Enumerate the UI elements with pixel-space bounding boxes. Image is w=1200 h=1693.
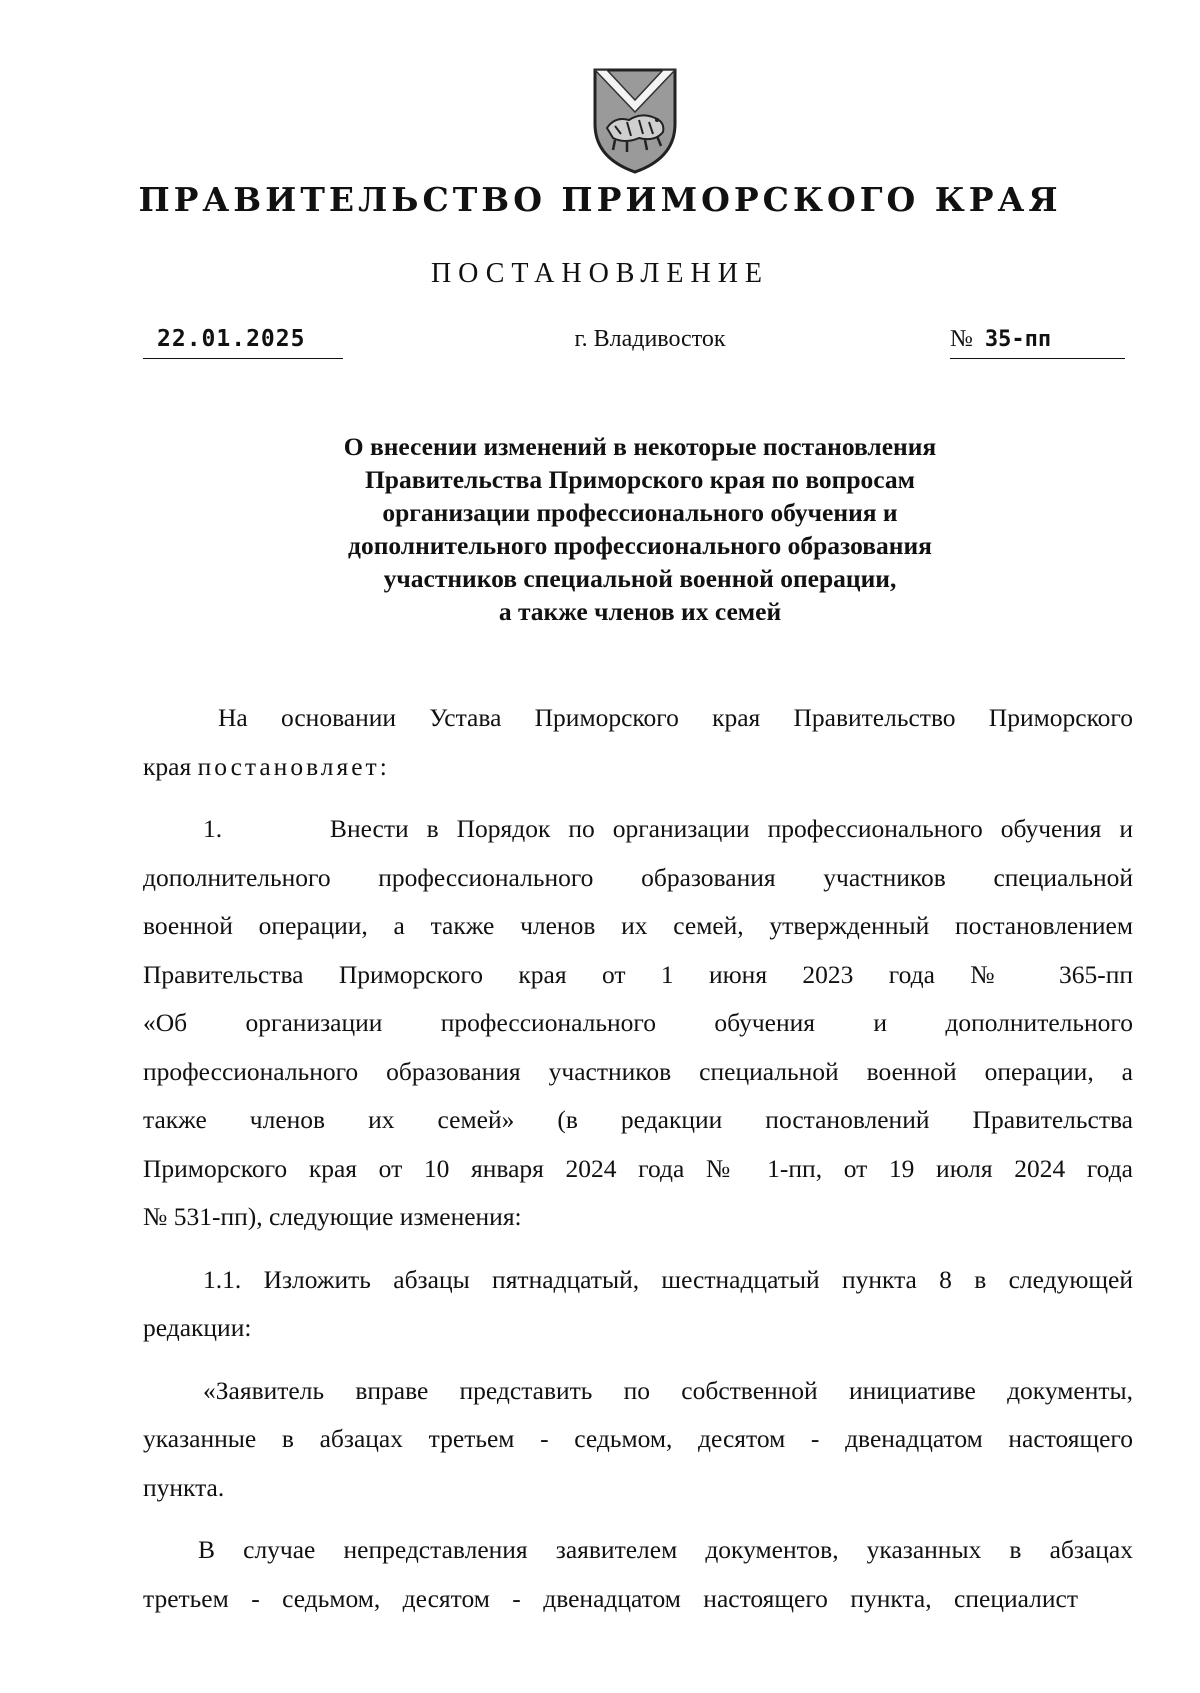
quote2-line: третьем - седьмом, десятом - двенадцатом настоящего пункта, специалист <box>143 1583 1078 1613</box>
item11-line: редакции: <box>143 1313 252 1342</box>
number-sign: № <box>950 326 973 352</box>
paragraph-gap <box>143 1512 1133 1526</box>
item1-line: № 531-пп), следующие изменения: <box>143 1202 522 1231</box>
document-number: 35-пп <box>984 327 1052 352</box>
quote1-line: «Заявитель вправе представить по собственной инициативе документы, <box>203 1375 1133 1405</box>
quote1-line: пункта. <box>143 1472 225 1502</box>
item1-line: дополнительного профессионального образования участников специальной <box>143 862 1133 892</box>
document-body <box>143 694 1133 1623</box>
title-line: участников специальной военной операции, <box>383 564 897 593</box>
preamble-line <box>143 743 1133 792</box>
title-line: Правительства Приморского края по вопросам <box>364 465 916 494</box>
title-line: дополнительного профессионального образования <box>348 531 932 560</box>
document-type: ПОСТАНОВЛЕНИЕ <box>430 258 770 289</box>
item1-line: профессионального образования участников специальной военной операции, а <box>143 1056 1133 1086</box>
item11-line: 1.1. Изложить абзацы пятнадцатый, шестнадцатый пункта 8 в следующей <box>203 1264 1133 1294</box>
coat-of-arms-icon <box>585 62 685 180</box>
preamble-spaced-verb: постановляет: <box>197 751 390 781</box>
title-line: а также членов их семей <box>498 597 782 626</box>
item1-line: военной операции, а также членов их семей, утвержденный постановлением <box>143 911 1133 940</box>
paragraph-gap <box>143 1353 1133 1367</box>
quote1-line: указанные в абзацах третьем - седьмом, десятом - двенадцатом настоящего <box>143 1424 1133 1453</box>
paragraph-gap <box>143 1242 1133 1256</box>
item1-line: также членов их семей» (в редакции постановлений Правительства <box>143 1105 1133 1134</box>
title-line: организации профессионального обучения и <box>382 498 898 527</box>
title-line: О внесении изменений в некоторые постановления <box>343 432 937 461</box>
item1-line: Правительства Приморского края от 1 июня 2023 года № 365-пп <box>143 959 1133 989</box>
document-title <box>240 430 1040 628</box>
item1-line: «Об организации профессионального обучения и дополнительного <box>143 1008 1133 1037</box>
preamble-text: края <box>143 751 198 781</box>
item1-line: 1. Внести в Порядок по организации профессионального обучения и <box>203 814 1133 843</box>
number-field <box>950 326 1125 359</box>
document-city: г. Владивосток <box>574 326 726 352</box>
quote2-line: В случае непредставления заявителем документов, указанных в абзацах <box>198 1535 1133 1564</box>
paragraph-gap <box>143 791 1133 805</box>
organization-name: ПРАВИТЕЛЬСТВО ПРИМОРСКОГО КРАЯ <box>138 180 1062 219</box>
item1-line: Приморского края от 10 января 2024 года № 1-пп, от 19 июля 2024 года <box>143 1153 1133 1183</box>
preamble-line: На основании Устава Приморского края Правительство Приморского <box>218 703 1133 732</box>
document-date: 22.01.2025 <box>157 326 306 352</box>
document-meta-line <box>0 326 1200 366</box>
